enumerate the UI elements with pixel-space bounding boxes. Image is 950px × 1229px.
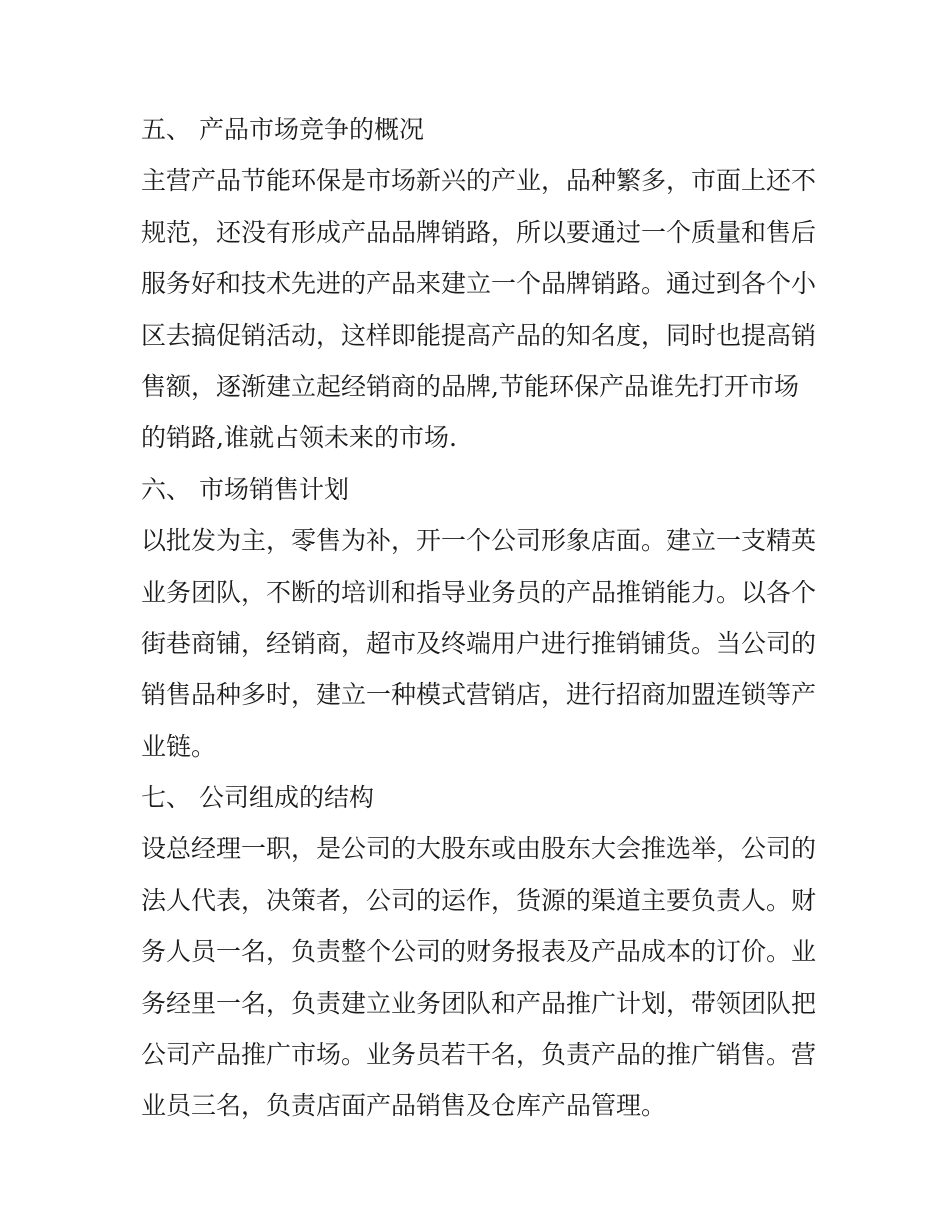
paragraph-line: 街巷商铺，经销商，超市及终端用户进行推销铺货。当公司的 xyxy=(141,628,817,658)
paragraph-line: 规范，还没有形成产品品牌销路，所以要通过一个质量和售后 xyxy=(141,217,817,247)
paragraph-line: 主营产品节能环保是市场新兴的产业，品种繁多，市面上还不 xyxy=(141,166,817,196)
section-heading-company-structure: 七、 公司组成的结构 xyxy=(141,783,374,813)
paragraph-line: 公司产品推广市场。业务员若干名，负责产品的推广销售。营 xyxy=(141,1040,817,1070)
paragraph-line: 的销路,谁就占领未来的市场. xyxy=(141,423,457,453)
paragraph-line: 销售品种多时，建立一种模式营销店，进行招商加盟连锁等产 xyxy=(141,680,817,710)
section-heading-competition: 五、 产品市场竞争的概况 xyxy=(141,115,424,144)
paragraph-line: 务经里一名，负责建立业务团队和产品推广计划，带领团队把 xyxy=(141,988,817,1018)
paragraph-line: 业务团队，不断的培训和指导业务员的产品推销能力。以各个 xyxy=(141,577,817,607)
paragraph-line: 业链。 xyxy=(141,731,217,761)
section-heading-sales-plan: 六、 市场销售计划 xyxy=(141,474,349,504)
paragraph-line: 服务好和技术先进的产品来建立一个品牌销路。通过到各个小 xyxy=(141,269,817,299)
paragraph-line: 区去搞促销活动，这样即能提高产品的知名度，同时也提高销 xyxy=(141,320,817,350)
paragraph-line: 业员三名，负责店面产品销售及仓库产品管理。 xyxy=(141,1091,667,1121)
paragraph-line: 以批发为主，零售为补，开一个公司形象店面。建立一支精英 xyxy=(141,526,817,556)
document-body xyxy=(141,104,817,1132)
paragraph-line: 务人员一名，负责整个公司的财务报表及产品成本的订价。业 xyxy=(141,937,817,967)
paragraph-line: 法人代表，决策者，公司的运作，货源的渠道主要负责人。财 xyxy=(141,885,817,915)
paragraph-line: 设总经理一职，是公司的大股东或由股东大会推选举，公司的 xyxy=(141,834,817,864)
paragraph-line: 售额，逐渐建立起经销商的品牌,节能环保产品谁先打开市场 xyxy=(141,371,799,401)
